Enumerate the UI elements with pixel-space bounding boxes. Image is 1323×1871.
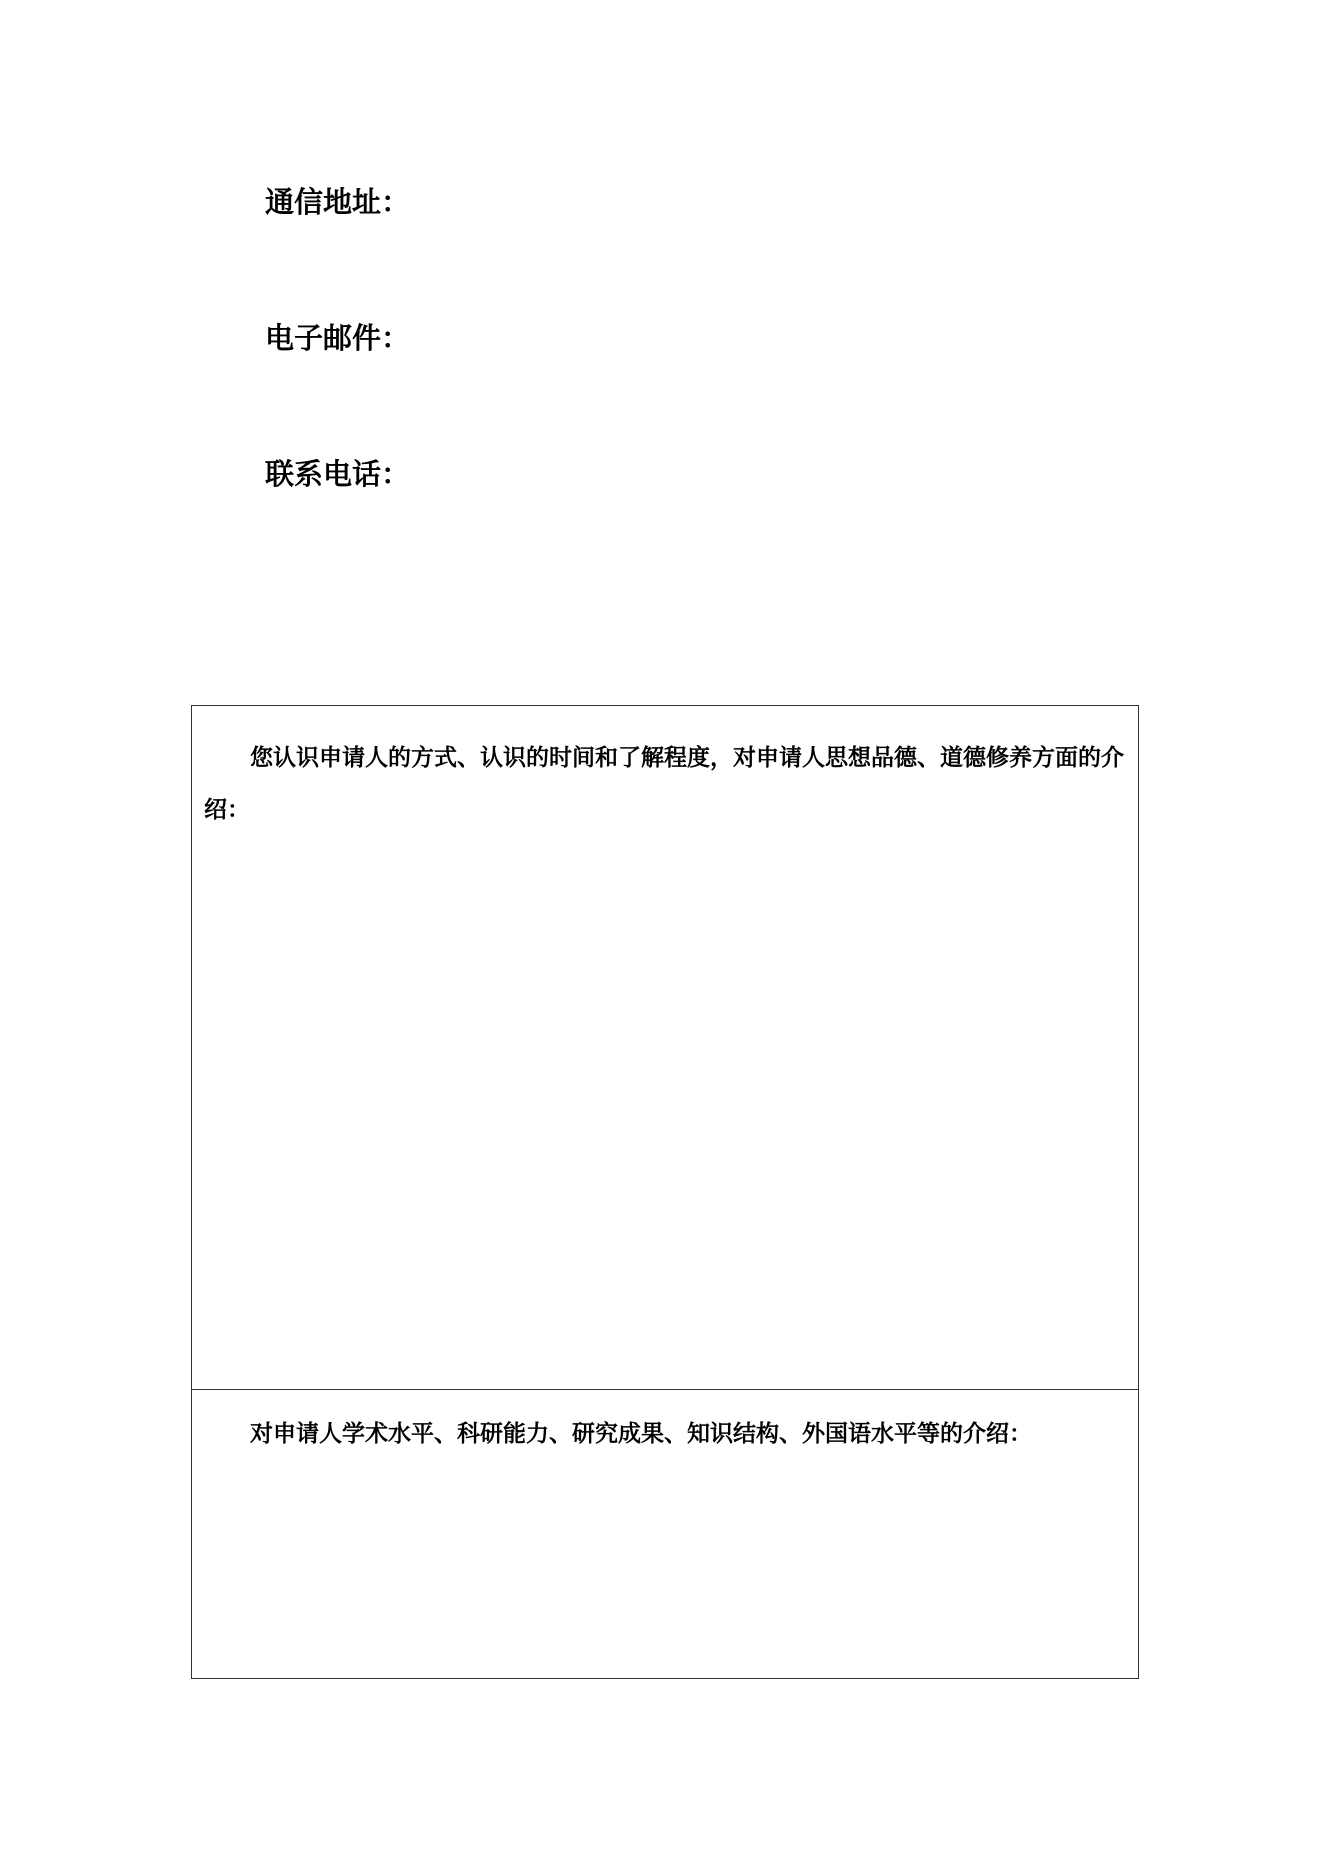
academic-assessment-cell[interactable] [192,1390,1138,1678]
academic-assessment-prompt: 对申请人学术水平、科研能力、研究成果、知识结构、外国语水平等的介绍： [250,1420,1032,1447]
character-assessment-prompt: 您认识申请人的方式、认识的时间和了解程度，对申请人思想品德、道德修养方面的介绍： [204,744,1124,823]
phone-label: 联系电话： [265,457,411,491]
email-label: 电子邮件： [265,321,411,355]
address-label: 通信地址： [265,185,411,219]
recommendation-table [191,705,1139,1679]
character-assessment-cell[interactable] [192,706,1138,1390]
